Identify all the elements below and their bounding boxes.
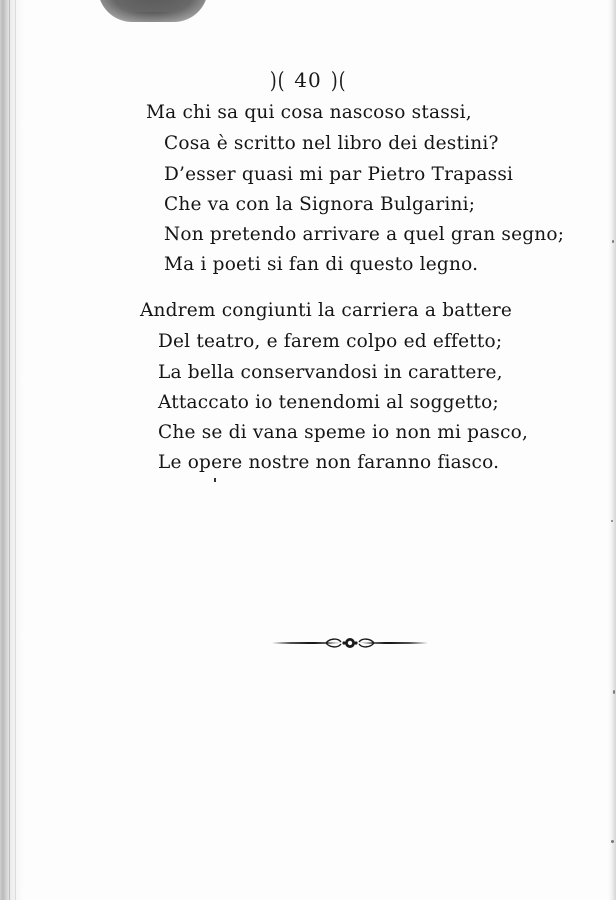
verse-line: Del teatro, e farem colpo ed effetto;	[158, 331, 503, 352]
ink-dot	[214, 478, 216, 482]
verse-line: Andrem congiunti la carriera a battere	[140, 300, 513, 321]
verse-line: La bella conservandosi in carattere,	[158, 362, 503, 383]
paper-speck	[613, 690, 615, 694]
paper-speck	[611, 520, 613, 522]
paper-speck	[612, 240, 614, 243]
verse-line: Che se di vana speme io non mi pasco,	[158, 422, 529, 443]
page-spine-shadow	[0, 0, 24, 900]
spine-crease-line	[9, 0, 10, 900]
verse-line: D’esser quasi mi par Pietro Trapassi	[164, 164, 514, 185]
verse-line: Non pretendo arrivare a quel gran segno;	[164, 224, 565, 245]
paper-speck	[611, 840, 614, 843]
page-right-edge	[608, 0, 616, 900]
page-number-value: 40	[294, 68, 322, 92]
spine-crease-line	[15, 0, 16, 900]
tailpiece-flourish-icon	[270, 634, 430, 652]
page-number-right-mark: )(	[330, 69, 347, 94]
page-number	[0, 68, 616, 94]
page-number-left-mark: )(	[269, 69, 285, 94]
verse-line: Ma chi sa qui cosa nascoso stassi,	[146, 102, 472, 123]
verse-line: Cosa è scritto nel libro dei destini?	[164, 133, 499, 154]
verse-line: Ma i poeti si fan di questo legno.	[164, 254, 479, 275]
verse-line: Le opere nostre non faranno fiasco.	[158, 452, 500, 473]
verse-line: Attaccato io tenendomi al soggetto;	[158, 392, 499, 413]
verse-line: Che va con la Signora Bulgarini;	[164, 194, 476, 215]
